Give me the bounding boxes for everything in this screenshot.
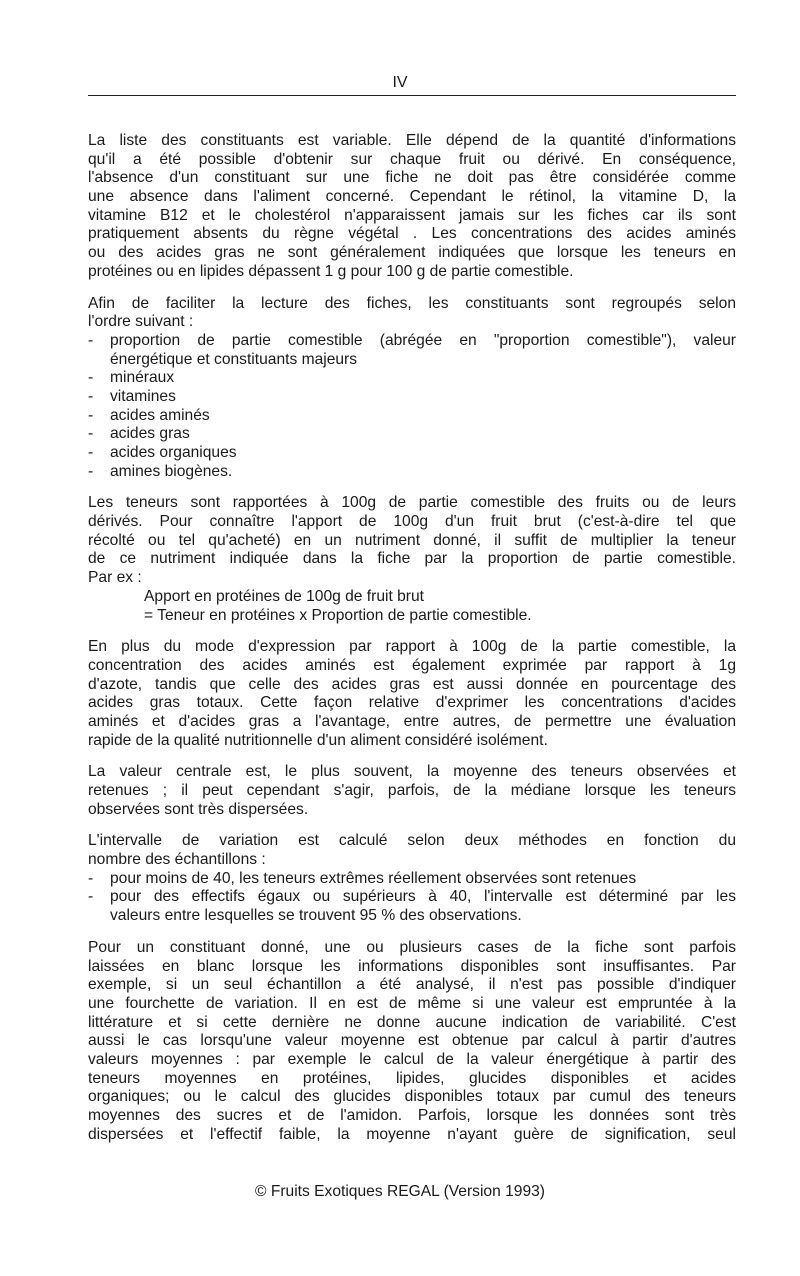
list-item [88,463,736,482]
text-line: Pour un constituant donné, une ou plusieurs cases de la fiche sont parfois [88,938,736,956]
paragraph [88,638,736,750]
list-item-text [110,425,736,444]
text-line: L'intervalle de variation est calculé selon deux méthodes en fonction du [88,832,736,850]
text-line: organiques; ou le calcul des glucides disponibles totaux par cumul des teneurs [88,1088,736,1106]
list-dash: - [88,387,94,405]
text-line: Afin de faciliter la lecture des fiches, les constituants sont regroupés selon [88,294,736,312]
list-item [88,369,736,388]
text-line: une fourchette de variation. Il en est de même si une valeur est empruntée à la [88,994,736,1012]
list-item [88,870,736,889]
paragraph [88,494,736,587]
text-line: dispersées et l'effectif faible, la moyenne n'ayant guère de signification, seul [88,1125,736,1143]
list-item-text [110,332,736,369]
list-dash: - [88,425,94,443]
text-line: vitamines [110,387,176,405]
list-item [88,332,736,369]
list-item-text [110,444,736,463]
example-formula [88,588,736,625]
text-line: aussi le cas lorsqu'une valeur moyenne est obtenue par calcul à partir d'autres [88,1032,736,1050]
text-line: protéines ou en lipides dépassent 1 g pour 100 g de partie comestible. [88,262,574,280]
text-line: exemple, si un seul échantillon a été analysé, il n'est pas possible d'indiquer [88,976,736,994]
text-line: vitamine B12 et le cholestérol n'apparaissent jamais sur les fiches car ils sont [88,206,736,224]
text-line: amines biogènes. [110,462,233,480]
text-line: minéraux [110,369,175,387]
text-line: retenues ; il peut cependant s'agir, parfois, de la médiane lorsque les teneurs [88,782,736,799]
list-dash: - [88,869,94,887]
document-body [88,132,736,1157]
text-line: proportion de partie comestible (abrégée en "proportion comestible"), valeur [110,331,736,349]
list-dash: - [88,331,94,349]
text-line: pratiquement absents du règne végétal . Les concentrations des acides aminés [88,225,736,243]
header-rule [88,95,736,96]
text-line: littérature et si cette dernière ne donne aucune indication de variabilité. C'est [88,1013,736,1031]
list-dash: - [88,888,94,906]
list-item-text [110,870,736,889]
paragraph [88,763,736,819]
text-line: valeurs entre lesquelles se trouvent 95 % des observations. [110,907,522,925]
text-line: concentration des acides aminés est également exprimée par rapport à 1g [88,656,736,674]
text-line: pour des effectifs égaux ou supérieurs à 40, l'intervalle est déterminé par les [110,888,736,906]
text-line: moyennes des sucres et de l'amidon. Parfois, lorsque les données sont très [88,1107,736,1124]
text-line: valeurs moyennes : par exemple le calcul de la valeur énergétique à partir des [88,1050,736,1068]
text-line: récolté ou tel qu'acheté) en un nutriment donné, il suffit de multiplier la teneur [88,531,736,549]
list-item-text [110,388,736,407]
text-line: Apport en protéines de 100g de fruit brut [144,587,425,605]
list-item [88,888,736,925]
text-line: pour moins de 40, les teneurs extrêmes réellement observées sont retenues [110,869,637,887]
text-line: observées sont très dispersées. [88,800,309,818]
list-item-text [110,888,736,925]
text-line: une absence dans l'aliment concerné. Cependant le rétinol, la vitamine D, la [88,188,736,206]
text-line: La liste des constituants est variable. Elle dépend de la quantité d'informations [88,132,736,149]
text-line: acides gras totaux. Cette façon relative d'exprimer les concentrations d'acides [88,694,736,712]
list-item [88,444,736,463]
paragraph [88,132,736,282]
footer-copyright: © Fruits Exotiques REGAL (Version 1993) [255,1183,545,1200]
paragraph [88,939,736,1145]
list-item [88,388,736,407]
text-line: qu'il a été possible d'obtenir sur chaque fruit ou dérivé. En conséquence, [88,150,736,168]
paragraph [88,832,736,869]
text-line: aminés et d'acides gras a l'avantage, entre autres, de permettre une évaluation [88,712,736,730]
text-line: l'absence d'un constituant sur une fiche ne doit pas être considérée comme [88,169,736,187]
text-line: ou des acides gras ne sont généralement indiquées que lorsque les teneurs en [88,244,736,262]
text-line: acides organiques [110,444,237,461]
page-number: IV [392,74,408,91]
text-line: acides gras [110,425,190,443]
list-item [88,425,736,444]
text-line: d'azote, tandis que celle des acides gras est aussi donnée en pourcentage des [88,675,736,693]
text-line: rapide de la qualité nutritionnelle d'un aliment considéré isolément. [88,731,548,749]
text-line: Les teneurs sont rapportées à 100g de partie comestible des fruits ou de leurs [88,494,736,512]
text-line: nombre des échantillons : [88,851,266,869]
text-line: énergétique et constituants majeurs [110,350,358,368]
text-line: = Teneur en protéines x Proportion de partie comestible. [144,606,532,624]
text-line: de ce nutriment indiquée dans la fiche par la proportion de partie comestible. [88,550,736,568]
list-dash: - [88,406,94,424]
paragraph [88,295,736,332]
list-dash: - [88,462,94,480]
list-dash: - [88,369,94,387]
bullet-list [88,332,736,482]
list-item [88,407,736,426]
text-line: En plus du mode d'expression par rapport à 100g de la partie comestible, la [88,638,736,656]
list-item-text [110,463,736,482]
text-line: teneurs moyennes en protéines, lipides, glucides disponibles et acides [88,1069,736,1087]
list-dash: - [88,444,94,461]
text-line: l'ordre suivant : [88,313,194,331]
text-line: La valeur centrale est, le plus souvent, la moyenne des teneurs observées et [88,763,736,781]
bullet-list [88,870,736,926]
text-line: Par ex : [88,569,142,587]
text-line: dérivés. Pour connaître l'apport de 100g d'un fruit brut (c'est-à-dire tel que [88,513,736,531]
list-item-text [110,407,736,426]
text-line: laissées en blanc lorsque les informations disponibles sont insuffisantes. Par [88,957,736,975]
list-item-text [110,369,736,388]
text-line: acides aminés [110,406,210,424]
